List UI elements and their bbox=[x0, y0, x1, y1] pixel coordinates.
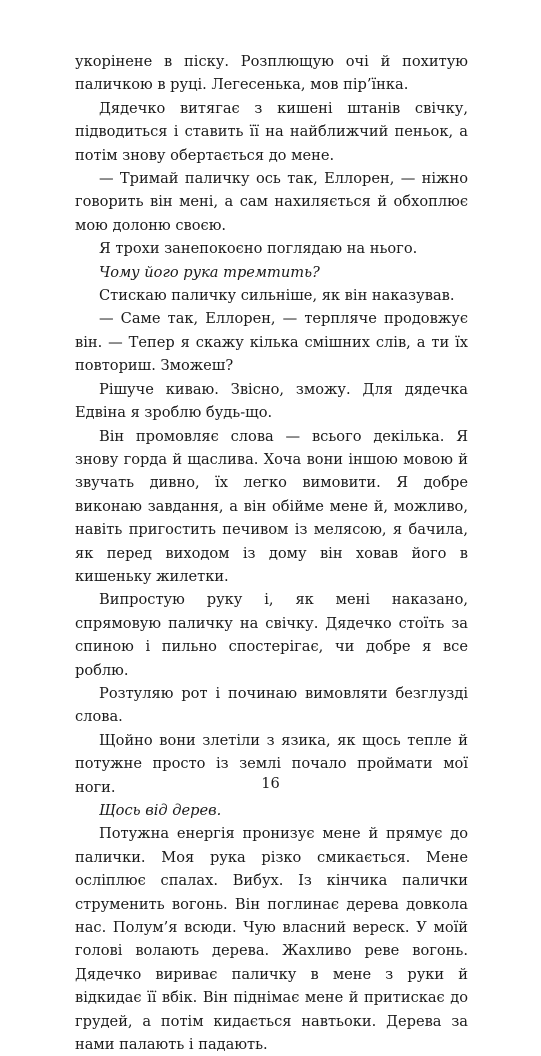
body-text bbox=[75, 50, 468, 1056]
paragraph: — Саме так, Еллорен, — терпляче продовжує він. — Тепер я скажу кілька смішних слів, а ти їх повториш. Зможеш? bbox=[75, 310, 468, 375]
paragraph: Дядечко витягає з кишені штанів свічку, підводиться і ставить її на найближчий пеньок, а потім знову обертається до мене. bbox=[75, 99, 468, 164]
paragraph: Я трохи занепокоєно поглядаю на нього. bbox=[99, 240, 418, 258]
paragraph: — Тримай паличку ось так, Еллорен, — ніжно говорить він мені, а сам нахиляється й обхоплює мою долоню своєю. bbox=[75, 170, 468, 234]
italic-paragraph: Щось від дерев. bbox=[99, 802, 222, 819]
paragraph: Випростую руку і, як мені наказано, спрямовую паличку на свічку. Дядечко стоїть за спиною і пильно спостерігає, чи добре я все роблю. bbox=[75, 591, 468, 679]
paragraph: Розтуляю рот і починаю вимовляти безглузді слова. bbox=[75, 684, 468, 726]
paragraph: Рішуче киваю. Звісно, зможу. Для дядечка Едвіна я зроблю будь-що. bbox=[75, 380, 468, 422]
paragraph: Він промовляє слова — всього декілька. Я знову горда й щаслива. Хоча вони іншою мовою й звучать дивно, їх легко вимовити. Я добре виконаю завдання, а він обійме мене й, можливо, навіть пригостить печивом із мелясою, я бачила, як перед виходом із дому він ховав його в кишеньку жилетки. bbox=[75, 427, 468, 585]
paragraph: укорінене в піску. Розплющую очі й похитую паличкою в руці. Легесенька, мов пір’їнка. bbox=[75, 53, 468, 94]
page-number: 16 bbox=[261, 775, 280, 792]
paragraph: Щойно вони злетіли з язика, як щось тепле й потужне просто із землі почало проймати мої ноги. bbox=[75, 731, 468, 796]
italic-paragraph: Чому його рука тремтить? bbox=[99, 263, 320, 281]
paragraph: Стискаю паличку сильніше, як він наказував. bbox=[99, 287, 455, 305]
paragraph: Потужна енергія пронизує мене й прямує до палички. Моя рука різко смикається. Мене осліплює спалах. Вибух. Із кінчика палички струменить вогонь. Він поглинає дерева довкола нас. Полум’я всюди. Чую власний вереск. У моїй голові волають дерева. Жахливо реве вогонь. Дядечко вириває паличку в мене з руки й відкидає її вбік. Він піднімає мене й притискає до грудей, а потім кидається навтьоки. Дерева за нами палають і падають. bbox=[75, 825, 468, 1054]
